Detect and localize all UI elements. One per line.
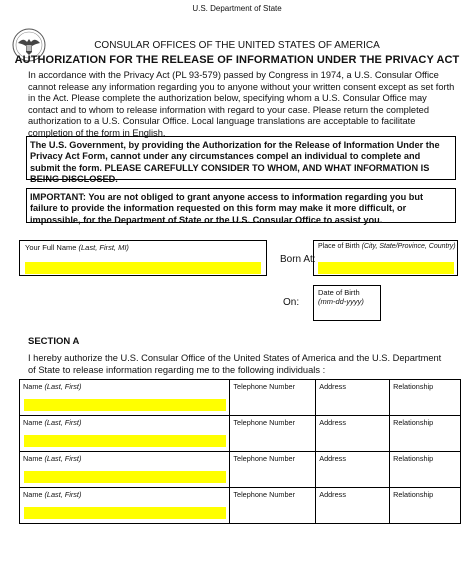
government-notice-text: The U.S. Government, by providing the Authorization for the Release of Information Under the Privacy Act Form, cannot under any circumstances compel an individual to complete and submit the form. PLEASE CAREFULLY CONSIDER TO WHOM, AND WHAT INFORMATION IS BEING DISCLOSED. [30, 140, 440, 184]
name-input-highlight[interactable] [24, 435, 226, 447]
relationship-cell[interactable]: Relationship [390, 452, 461, 488]
table-row [20, 488, 461, 524]
address-cell[interactable]: Address [316, 488, 390, 524]
name-cell[interactable]: Name (Last, First) [20, 452, 230, 488]
name-input-highlight[interactable] [24, 471, 226, 483]
relationship-cell[interactable]: Relationship [390, 488, 461, 524]
date-of-birth-field[interactable] [313, 285, 381, 321]
consular-offices-heading: CONSULAR OFFICES OF THE UNITED STATES OF AMERICA [94, 40, 380, 51]
born-at-label: Born At: [280, 254, 316, 265]
authorized-individuals-table [19, 379, 461, 524]
place-of-birth-field[interactable] [313, 240, 458, 276]
place-of-birth-label: Place of Birth (City, State/Province, Country) [318, 243, 456, 250]
full-name-label: Your Full Name (Last, First, MI) [25, 243, 129, 252]
place-of-birth-input-highlight[interactable] [318, 262, 454, 274]
address-cell[interactable]: Address [316, 452, 390, 488]
section-a-title: SECTION A [28, 336, 80, 347]
intro-paragraph: In accordance with the Privacy Act (PL 93-579) passed by Congress in 1974, a U.S. Consular Office cannot release any information regarding you to anyone without your written consent except as set forth in the Act. Please complete the authorization below, specifying whom a U.S. Consular Office may contact and to whom to release information with regard to your case. Please return the completed authorization to a U.S. Consular Office. Local language translations are acceptable to facilitate completion of the form in English. [28, 70, 455, 138]
form-title: AUTHORIZATION FOR THE RELEASE OF INFORMATION UNDER THE PRIVACY ACT [14, 54, 460, 66]
full-name-field[interactable] [19, 240, 267, 276]
important-notice-box [26, 188, 456, 223]
date-of-birth-label: Date of Birth (mm-dd-yyyy) [318, 288, 364, 306]
telephone-cell[interactable]: Telephone Number [230, 452, 316, 488]
full-name-input-highlight[interactable] [25, 262, 261, 274]
name-input-highlight[interactable] [24, 507, 226, 519]
important-notice-text: IMPORTANT: You are not obliged to grant anyone access to information regarding you but failure to provide the information requested on this form may make it more difficult, or impossible, for the Department of State or the U.S. Consular Office to assist you. [30, 192, 424, 225]
section-a-text: I hereby authorize the U.S. Consular Office of the United States of America and the U.S. Department of State to release information regarding me to the following individuals : [28, 353, 442, 375]
address-cell[interactable]: Address [316, 416, 390, 452]
name-input-highlight[interactable] [24, 399, 226, 411]
name-cell[interactable]: Name (Last, First) [20, 416, 230, 452]
department-name: U.S. Department of State [192, 4, 282, 13]
name-cell[interactable]: Name (Last, First) [20, 488, 230, 524]
table-row [20, 380, 461, 416]
on-label: On: [283, 297, 300, 308]
table-row [20, 452, 461, 488]
relationship-cell[interactable]: Relationship [390, 416, 461, 452]
address-cell[interactable]: Address [316, 380, 390, 416]
relationship-cell[interactable]: Relationship [390, 380, 461, 416]
telephone-cell[interactable]: Telephone Number [230, 488, 316, 524]
name-cell[interactable]: Name (Last, First) [20, 380, 230, 416]
government-notice-box [26, 136, 456, 184]
table-row [20, 416, 461, 452]
telephone-cell[interactable]: Telephone Number [230, 416, 316, 452]
telephone-cell[interactable]: Telephone Number [230, 380, 316, 416]
